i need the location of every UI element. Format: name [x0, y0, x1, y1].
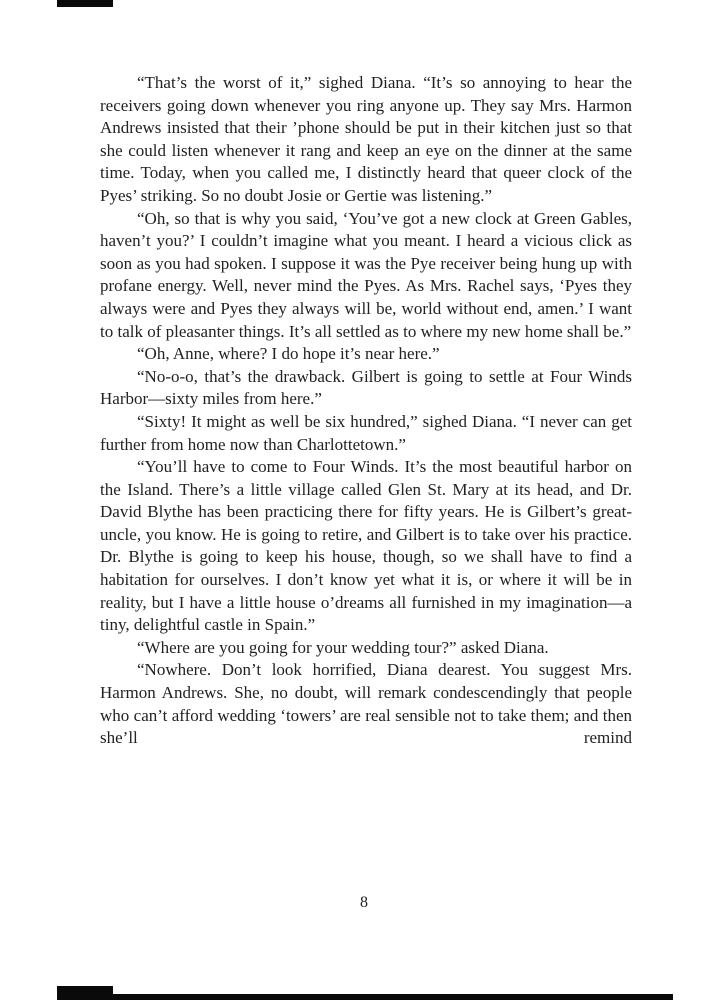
paragraph: “Nowhere. Don’t look horrified, Diana dearest. You suggest Mrs. Harmon Andrews. She, no doubt, will remark condescendingly that people who can’t afford wedding ‘towers’ are real sensible not to take them; and then she’ll remind [100, 660, 632, 748]
paragraph: “You’ll have to come to Four Winds. It’s the most beautiful harbor on the Island. There’s a little village called Glen St. Mary at its head, and Dr. David Blythe has been practicing there for fifty years. He is Gilbert’s great-uncle, you know. He is going to retire, and Gilbert is to take over his practice. Dr. Blythe is going to keep his house, though, so we shall have to find a habitation for ourselves. I don’t know yet what it is, or where it will be in reality, but I have a little house o’dreams all furnished in my imagination—a tiny, delightful castle in Spain.” [100, 457, 632, 635]
paragraph: “That’s the worst of it,” sighed Diana. “It’s so annoying to hear the receivers going down whenever you ring anyone up. They say Mrs. Harmon Andrews insisted that their ’phone should be put in their kitchen just so that she could listen whenever it rang and keep an eye on the dinner at the same time. Today, when you called me, I distinctly heard that queer clock of the Pyes’ striking. So no doubt Josie or Gertie was listening.” [100, 73, 632, 205]
scan-artifact-bottom-left [57, 986, 113, 1000]
paragraph: “Where are you going for your wedding tour?” asked Diana. [137, 637, 549, 657]
scan-artifact-bottom-strip [57, 994, 673, 1000]
page-number: 8 [360, 894, 368, 911]
page-text [100, 72, 632, 750]
paragraph: “No-o-o, that’s the drawback. Gilbert is going to settle at Four Winds Harbor—sixty miles from here.” [100, 366, 632, 409]
paragraph: “Oh, so that is why you said, ‘You’ve got a new clock at Green Gables, haven’t you?’ I couldn’t imagine what you meant. I heard a vicious click as soon as you had spoken. I suppose it was the Pye receiver being hung up with profane energy. Well, never mind the Pyes. As Mrs. Rachel says, ‘Pyes they always were and Pyes they always will be, world without end, amen.’ I want to talk of pleasanter things. It’s all settled as to where my new home shall be.” [100, 208, 632, 341]
paragraph: “Sixty! It might as well be six hundred,” sighed Diana. “I never can get further from home now than Charlottetown.” [100, 411, 632, 454]
paragraph: “Oh, Anne, where? I do hope it’s near here.” [137, 344, 440, 364]
scan-artifact-top-left [57, 0, 113, 7]
